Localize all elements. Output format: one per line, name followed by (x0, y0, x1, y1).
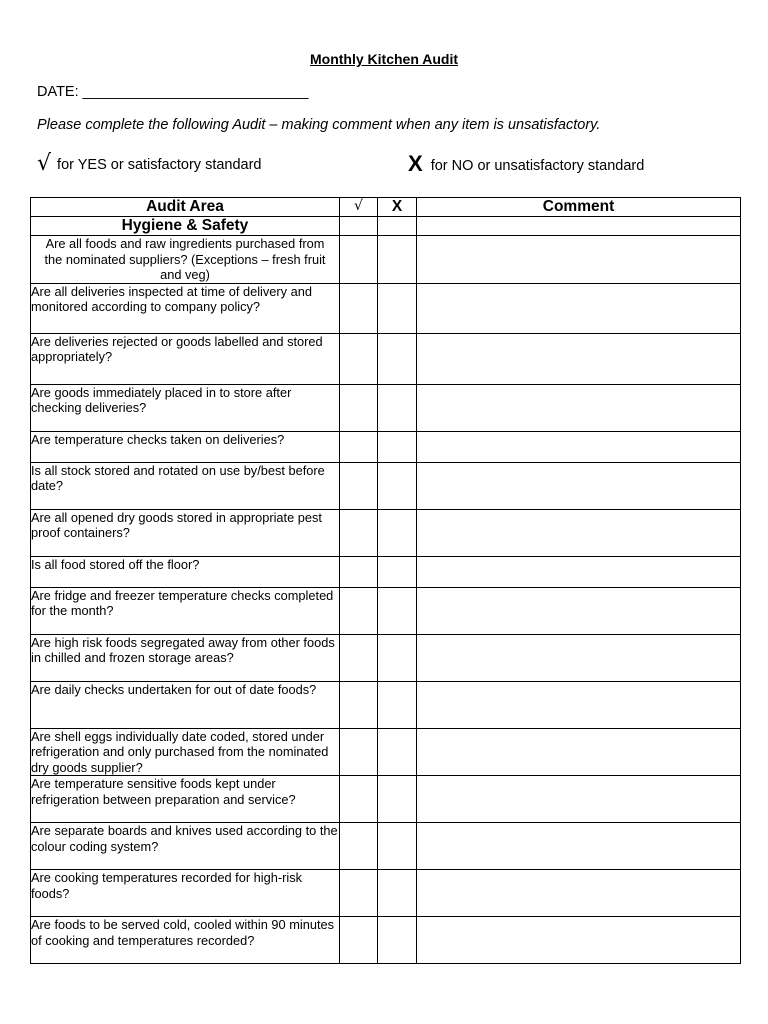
table-header-row (31, 198, 741, 217)
no-cell[interactable] (378, 283, 417, 333)
comment-cell[interactable] (417, 462, 741, 509)
table-row (31, 681, 741, 728)
audit-question: Is all stock stored and rotated on use by/best before date? (31, 462, 340, 509)
yes-cell[interactable] (340, 823, 378, 870)
no-cell[interactable] (378, 509, 417, 556)
comment-cell[interactable] (417, 431, 741, 462)
yes-cell[interactable] (340, 384, 378, 431)
no-cell[interactable] (378, 333, 417, 384)
comment-cell (417, 217, 741, 236)
checkmark-icon: √ (37, 151, 52, 176)
yes-cell[interactable] (340, 776, 378, 823)
no-cell[interactable] (378, 823, 417, 870)
yes-cell[interactable] (340, 462, 378, 509)
legend-yes (37, 151, 262, 176)
yes-cell[interactable] (340, 236, 378, 284)
comment-cell[interactable] (417, 587, 741, 634)
yes-cell[interactable] (340, 634, 378, 681)
no-cell[interactable] (378, 776, 417, 823)
yes-cell[interactable] (340, 556, 378, 587)
audit-question: Are cooking temperatures recorded for high-risk foods? (31, 870, 340, 917)
yes-cell[interactable] (340, 431, 378, 462)
comment-cell[interactable] (417, 333, 741, 384)
no-cell[interactable] (378, 634, 417, 681)
legend-no-text: for NO or unsatisfactory standard (426, 158, 645, 174)
no-cell[interactable] (378, 556, 417, 587)
table-row (31, 462, 741, 509)
table-row (31, 634, 741, 681)
comment-cell[interactable] (417, 384, 741, 431)
comment-cell[interactable] (417, 509, 741, 556)
audit-question: Are fridge and freezer temperature checks completed for the month? (31, 587, 340, 634)
document-title: Monthly Kitchen Audit (309, 51, 459, 67)
comment-cell[interactable] (417, 870, 741, 917)
no-column-header: X (378, 198, 417, 217)
yes-cell[interactable] (340, 870, 378, 917)
no-cell[interactable] (378, 870, 417, 917)
audit-table (30, 197, 741, 964)
legend-yes-text: for YES or satisfactory standard (53, 157, 262, 173)
comment-cell[interactable] (417, 917, 741, 964)
table-row (31, 556, 741, 587)
audit-question: Are daily checks undertaken for out of date foods? (31, 681, 340, 728)
audit-question: Are all opened dry goods stored in appropriate pest proof containers? (31, 509, 340, 556)
no-cell[interactable] (378, 587, 417, 634)
section-title: Hygiene & Safety (31, 217, 340, 236)
audit-question: Are shell eggs individually date coded, stored under refrigeration and only purchased from the nominated dry goods supplier? (31, 728, 340, 776)
audit-question: Are temperature sensitive foods kept under refrigeration between preparation and service? (31, 776, 340, 823)
table-row (31, 283, 741, 333)
no-cell[interactable] (378, 681, 417, 728)
comment-cell[interactable] (417, 681, 741, 728)
comment-cell[interactable] (417, 728, 741, 776)
yes-cell[interactable] (340, 587, 378, 634)
comment-cell[interactable] (417, 634, 741, 681)
audit-question: Are goods immediately placed in to store after checking deliveries? (31, 384, 340, 431)
no-cell (378, 217, 417, 236)
table-row (31, 384, 741, 431)
audit-question: Are foods to be served cold, cooled within 90 minutes of cooking and temperatures recorded? (31, 917, 340, 964)
cross-icon: X (408, 151, 423, 176)
audit-question: Are temperature checks taken on deliveries? (31, 431, 340, 462)
audit-area-header: Audit Area (31, 198, 340, 217)
date-field[interactable]: DATE: ____________________________ (37, 84, 309, 100)
no-cell[interactable] (378, 917, 417, 964)
table-row (31, 870, 741, 917)
comment-cell[interactable] (417, 283, 741, 333)
comment-cell[interactable] (417, 556, 741, 587)
yes-cell[interactable] (340, 333, 378, 384)
table-row (31, 823, 741, 870)
yes-cell (340, 217, 378, 236)
comment-cell[interactable] (417, 823, 741, 870)
audit-rows (31, 236, 741, 964)
audit-question: Is all food stored off the floor? (31, 556, 340, 587)
table-row (31, 587, 741, 634)
yes-cell[interactable] (340, 509, 378, 556)
comment-cell[interactable] (417, 776, 741, 823)
section-row (31, 217, 741, 236)
comment-column-header: Comment (417, 198, 741, 217)
no-cell[interactable] (378, 462, 417, 509)
audit-question: Are deliveries rejected or goods labelled and stored appropriately? (31, 333, 340, 384)
yes-cell[interactable] (340, 283, 378, 333)
yes-cell[interactable] (340, 728, 378, 776)
yes-cell[interactable] (340, 917, 378, 964)
audit-question: Are separate boards and knives used according to the colour coding system? (31, 823, 340, 870)
table-row (31, 333, 741, 384)
yes-column-header: √ (340, 198, 378, 217)
table-row (31, 917, 741, 964)
legend-no (408, 151, 644, 177)
table-row (31, 509, 741, 556)
table-row (31, 728, 741, 776)
no-cell[interactable] (378, 384, 417, 431)
no-cell[interactable] (378, 728, 417, 776)
audit-question: Are all deliveries inspected at time of delivery and monitored according to company policy? (31, 283, 340, 333)
no-cell[interactable] (378, 431, 417, 462)
instructions-text: Please complete the following Audit – making comment when any item is unsatisfactory. (37, 117, 601, 133)
table-row (31, 776, 741, 823)
table-row (31, 236, 741, 284)
table-row (31, 431, 741, 462)
yes-cell[interactable] (340, 681, 378, 728)
no-cell[interactable] (378, 236, 417, 284)
audit-question: Are all foods and raw ingredients purchased from the nominated suppliers? (Exceptions – fresh fruit and veg) (31, 236, 340, 284)
comment-cell[interactable] (417, 236, 741, 284)
audit-question: Are high risk foods segregated away from other foods in chilled and frozen storage areas? (31, 634, 340, 681)
